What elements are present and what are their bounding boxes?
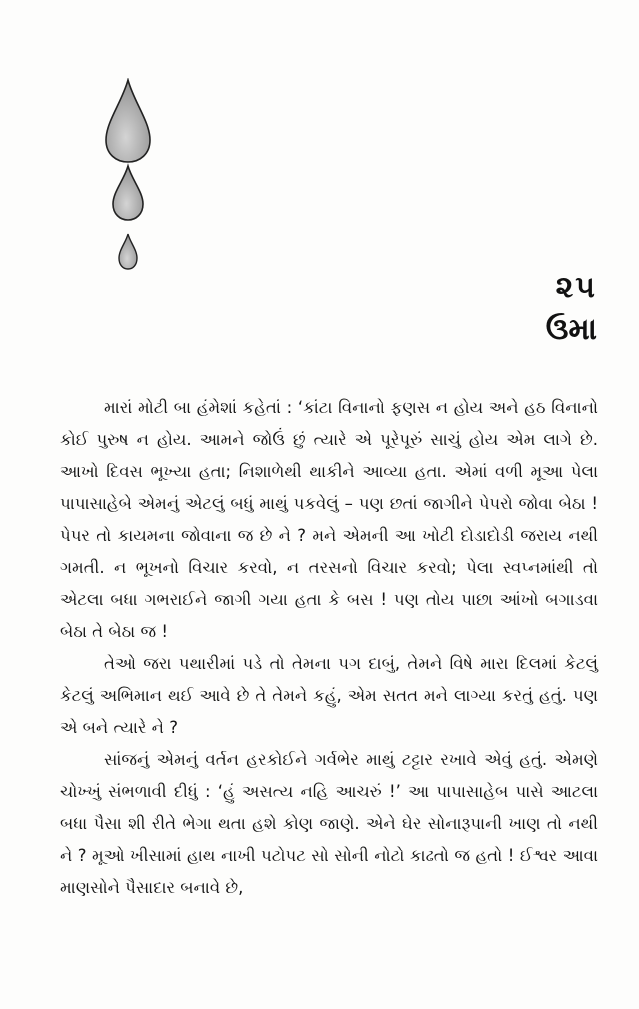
paragraph-2: તેઓ જરા પથારીમાં પડે તો તેમના પગ દાબું, તેમને વિષે મારા દિલમાં કેટલું કેટલું અભિમાન થઈ આવે છે તે તેમને કહું, એમ સતત મને લાગ્યા કરતું હતું. પણ એ બને ત્યારે ને ? (60, 654, 598, 737)
large-drop-icon (106, 80, 150, 162)
small-drop-icon (119, 234, 137, 269)
medium-drop-icon (113, 166, 143, 220)
drops-ornament (100, 78, 160, 278)
paragraph-3: સાંજનું એમનું વર્તન હરકોઈને ગર્વભેર માથું ટટ્ટાર રખાવે એવું હતું. એમણે ચોખ્ખું સંભળાવી દીધું : ‘હું અસત્ય નહિ આચરું !’ આ પાપાસાહેબ પાસે આટલા બધા પૈસા શી રીતે ભેગા થતા હશે કોણ જાણે. એને ઘેર સોનારૂપાની ખાણ તો નથી ને ? મૂઓ ખીસામાં હાથ નાખી પટોપટ સો સોની નોટો કાઢતો જ હતો ! ઈશ્વર આવા માણસોને પૈસાદાર બનાવે છે, (60, 750, 598, 897)
chapter-body (60, 392, 598, 904)
chapter-title: ઉમા (545, 312, 597, 347)
paragraph-1: મારાં મોટી બા હંમેશાં કહેતાં : ‘કાંટા વિનાનો ફણસ ન હોય અને હઠ વિનાનો કોઈ પુરુષ ન હોય. આમને જોઉં છું ત્યારે એ પૂરેપૂરું સાચું હોય એમ લાગે છે. આખો દિવસ ભૂખ્યા હતા; નિશાળેથી થાકીને આવ્યા હતા. એમાં વળી મૂઆ પેલા પાપાસાહેબે એમનું એટલું બધું માથું પકવેલું – પણ છતાં જાગીને પેપરો જોવા બેઠા ! પેપર તો કાયમના જોવાના જ છે ને ? મને એમની આ ખોટી દોડાદોડી જરાય નથી ગમતી. ન ભૂખનો વિચાર કરવો, ન તરસનો વિચાર કરવો; પેલા સ્વપ્નમાંથી તો એટલા બધા ગભરાઈને જાગી ગયા હતા કે બસ ! પણ તોય પાછા આંખો બગાડવા બેઠા તે બેઠા જ ! (60, 398, 598, 641)
chapter-number: ૨૫ (555, 270, 597, 305)
